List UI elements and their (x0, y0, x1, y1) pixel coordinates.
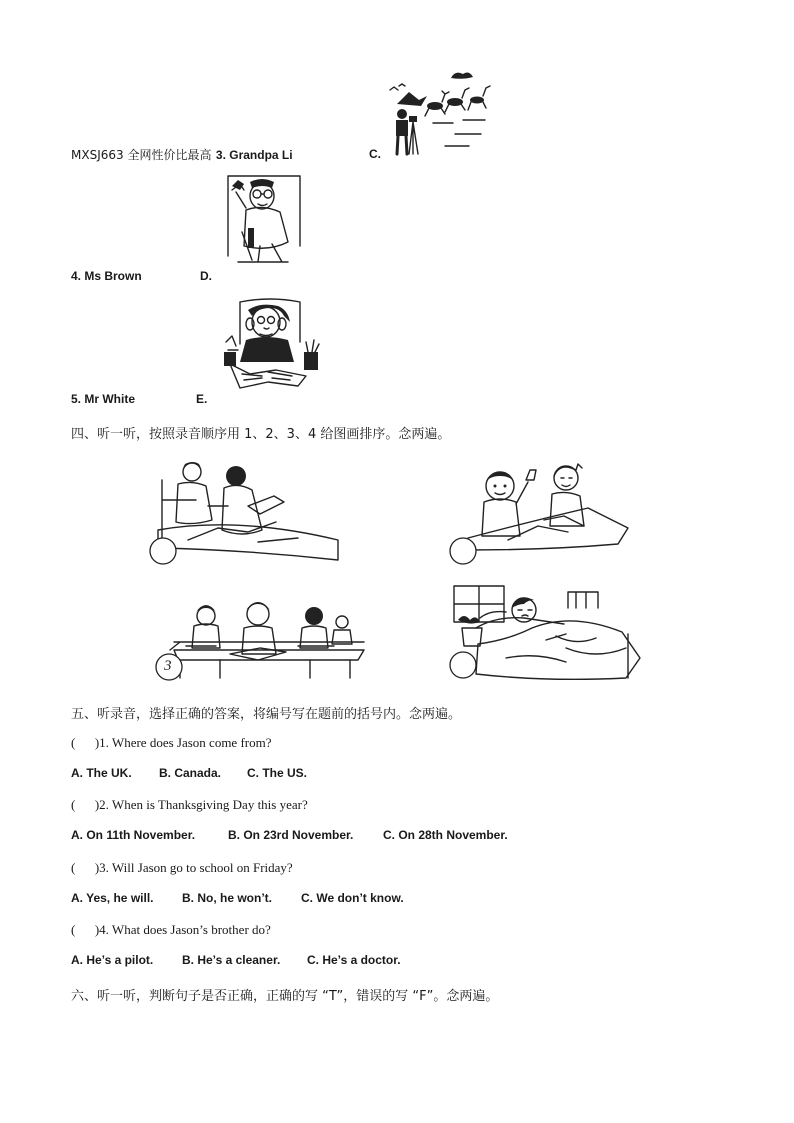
question-3 (71, 859, 293, 877)
answer-blank-1[interactable]: ( ) (71, 735, 100, 750)
match-letter-d: D. (200, 269, 212, 283)
question-3-text: 3. Will Jason go to school on Friday? (99, 860, 293, 875)
question-2-option-b: B. On 23rd November. (228, 828, 354, 842)
question-1-option-b: B. Canada. (159, 766, 222, 780)
picture-c-photographer (385, 68, 500, 158)
question-1-text: 1. Where does Jason come from? (99, 735, 272, 750)
question-4-option-b: B. He’s a cleaner. (182, 953, 281, 967)
answer-blank-3[interactable]: ( ) (71, 860, 100, 875)
match-name-ms-brown: 4. Ms Brown (71, 269, 142, 283)
answer-blank-4[interactable]: ( ) (71, 922, 100, 937)
match-letter-e: E. (196, 392, 208, 406)
picture-kids-reading-in-bed (148, 460, 344, 566)
question-3-option-a: A. Yes, he will. (71, 891, 154, 905)
question-3-option-b: B. No, he won’t. (182, 891, 272, 905)
section-5-heading: 五、听录音，选择正确的答案，将编号写在题前的括号内。念两遍。 (71, 707, 462, 722)
question-1-option-a: A. The UK. (71, 766, 132, 780)
question-4 (71, 921, 271, 939)
question-4-option-c: C. He’s a doctor. (307, 953, 401, 967)
match-name-mr-white: 5. Mr White (71, 392, 136, 406)
picture-sick-in-bed (446, 578, 652, 682)
question-2-option-c: C. On 28th November. (383, 828, 508, 842)
section-6-heading: 六、听一听，判断句子是否正确，正确的写 “T”，错误的写 “F”。念两遍。 (71, 989, 499, 1004)
picture-d-old-man (220, 172, 305, 272)
picture-kids-in-classroom (150, 598, 370, 682)
picture-kids-waking-up (448, 460, 634, 566)
question-1-option-c: C. The US. (247, 766, 308, 780)
match-letter-c: C. (369, 147, 381, 161)
section-4-heading: 四、听一听，按照录音顺序用 1、2、3、4 给图画排序。念两遍。 (71, 427, 451, 442)
match-name-grandpa-li: 3. Grandpa Li (215, 148, 293, 162)
question-1 (71, 734, 272, 752)
picture-e-man-with-books (220, 294, 325, 400)
question-4-option-a: A. He’s a pilot. (71, 953, 154, 967)
question-2-text: 2. When is Thanksgiving Day this year? (99, 797, 308, 812)
order-number-written: 3 (164, 658, 172, 674)
question-2-option-a: A. On 11th November. (71, 828, 196, 842)
answer-blank-2[interactable]: ( ) (71, 797, 100, 812)
match-row-3 (71, 146, 293, 164)
watermark-text: MXSJ663 全网性价比最高 (71, 148, 212, 162)
question-4-text: 4. What does Jason’s brother do? (99, 922, 271, 937)
question-2 (71, 796, 308, 814)
question-3-option-c: C. We don’t know. (301, 891, 404, 905)
